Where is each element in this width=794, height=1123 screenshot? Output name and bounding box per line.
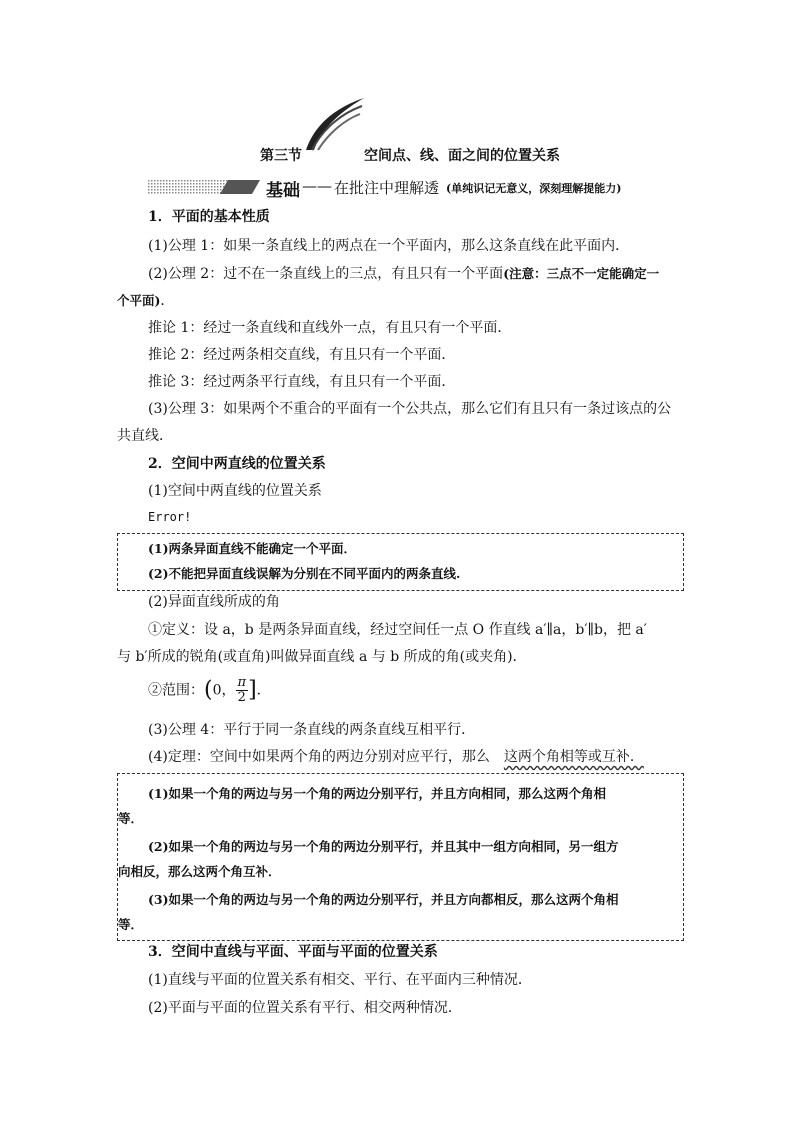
range-zero: 0，: [212, 682, 236, 699]
range-open-bracket: (: [204, 677, 213, 703]
note-box-1-line-2: (2)不能把异面直线误解为分别在不同平面内的两条直线.: [148, 566, 461, 581]
range-fraction: [236, 676, 249, 705]
note-box-2-line-5: (3)如果一个角的两边与另一个角的两边分别平行，并且方向都相反，那么这两个角相: [148, 892, 619, 907]
note-box-2-line-2: 等．: [118, 811, 144, 826]
banner-stripe-graphic: [148, 180, 260, 194]
banner-label: 基础: [266, 181, 300, 201]
note-box-2-line-1: (1)如果一个角的两边与另一个角的两边分别平行，并且方向相同，那么这两个角相: [148, 786, 607, 801]
error-text: Error!: [148, 510, 192, 524]
range: [148, 676, 271, 712]
header-swoosh-graphic: [300, 96, 370, 152]
axiom-2: [148, 264, 659, 284]
axiom-2-end: ．: [160, 293, 175, 309]
definition-cont: 与 b′所成的锐角(或直角)叫做异面直线 a 与 b 所成的角(或夹角)．: [117, 649, 527, 665]
range-close-bracket: ]: [248, 677, 257, 703]
range-denominator: 2: [237, 690, 246, 705]
axiom-2-cont: [117, 291, 174, 311]
range-numerator: π: [237, 675, 247, 690]
section-1-heading: 1．平面的基本性质: [148, 209, 270, 225]
range-end: ．: [256, 682, 271, 699]
banner-dash: ——: [302, 177, 332, 195]
note-box-1-line-1: (1)两条异面直线不能确定一个平面．: [148, 541, 357, 556]
corollary-1: 推论 1：经过一条直线和直线外一点，有且只有一个平面．: [148, 320, 512, 336]
banner-note: (单纯识记无意义，深刻理解提能力): [446, 182, 622, 195]
paragraph-3-2: (2)平面与平面的位置关系有平行、相交两种情况．: [148, 1000, 462, 1016]
note-box-2-line-4: 向相反，那么这两个角互补．: [118, 864, 281, 879]
axiom-4: (3)公理 4：平行于同一条直线的两条直线互相平行．: [148, 722, 476, 738]
theorem: [148, 747, 644, 767]
paragraph-3-1: (1)直线与平面的位置关系有相交、平行、在平面内三种情况．: [148, 972, 532, 988]
axiom-1: (1)公理 1：如果一条直线上的两点在一个平面内，那么这条直线在此平面内．: [148, 238, 630, 254]
page-title: 空间点、线、面之间的位置关系: [364, 148, 560, 164]
theorem-conclusion: 这两个角相等或互补．: [503, 749, 644, 765]
range-label: ②范围：: [148, 682, 204, 699]
axiom-2-note: (注意：三点不一定能确定一: [503, 266, 660, 281]
note-box-2-line-6: 等．: [118, 917, 144, 932]
note-box-1: [117, 533, 684, 591]
banner: [148, 176, 668, 201]
definition: ①定义：设 a，b 是两条异面直线，经过空间任一点 O 作直线 a′∥a，b′∥b，把 a′: [148, 622, 647, 638]
subsection-2-1: (1)空间中两直线的位置关系: [148, 483, 322, 499]
axiom-2-text: (2)公理 2：过不在一条直线上的三点，有且只有一个平面: [148, 266, 504, 282]
corollary-2: 推论 2：经过两条相交直线，有且只有一个平面．: [148, 347, 456, 363]
axiom-3: (3)公理 3：如果两个不重合的平面有一个公共点，那么它们有且只有一条过该点的公: [148, 401, 672, 417]
note-box-2-line-3: (2)如果一个角的两边与另一个角的两边分别平行，并且其中一组方向相同，另一组方: [148, 839, 619, 854]
axiom-2-note-cont: 个平面): [117, 293, 161, 308]
section-3-heading: 3．空间中直线与平面、平面与平面的位置关系: [148, 944, 438, 960]
axiom-3-cont: 共直线．: [117, 428, 173, 444]
corollary-3: 推论 3：经过两条平行直线，有且只有一个平面．: [148, 374, 456, 390]
note-box-2: [117, 773, 684, 941]
section-number: 第三节: [260, 148, 302, 164]
banner-subtitle: 在批注中理解透: [334, 179, 440, 197]
section-2-heading: 2．空间中两直线的位置关系: [148, 456, 326, 472]
theorem-condition: (4)定理：空间中如果两个角的两边分别对应平行，那么: [148, 749, 490, 765]
subsection-2-2: (2)异面直线所成的角: [148, 594, 280, 610]
